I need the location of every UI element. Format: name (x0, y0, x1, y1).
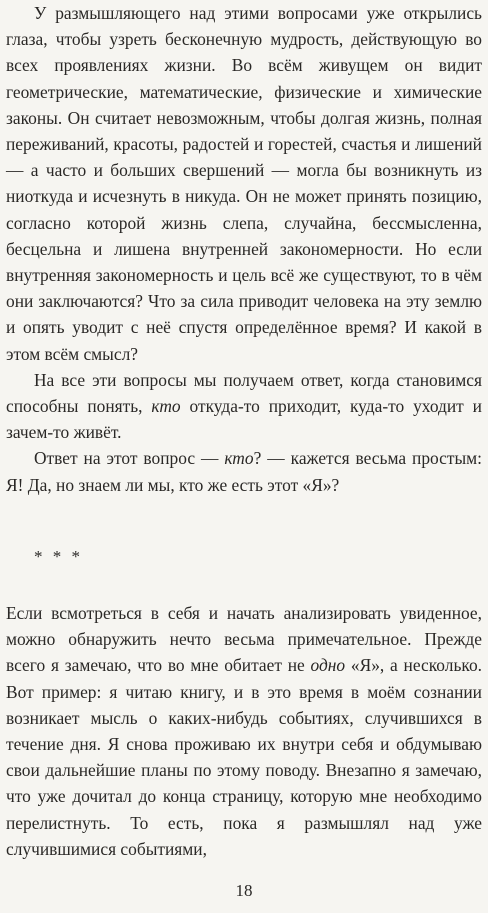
section-separator: * * * (34, 547, 83, 566)
paragraph-4-after: «Я», а несколько. Вот пример: я читаю книгу, и в это время в моём сознании возникает мысль о каких-нибудь событиях, случившихся в течение дня. Я снова проживаю их внутри себя и обдумываю свои дальнейшие планы по этому поводу. Внезапно я замечаю, что уже дочитал до конца страницу, которую мне необходимо перелистнуть. То есть, пока я размышлял над уже случившимися событиями, (6, 655, 482, 859)
text-block-bottom (6, 600, 482, 862)
paragraph-3-emphasis: кто (224, 448, 254, 469)
paragraph-2-emphasis: кто (151, 396, 181, 417)
text-block-top (6, 0, 482, 498)
paragraph-2 (6, 367, 482, 446)
paragraph-2-before: На все эти вопросы мы получаем ответ, когда становимся способны понять, (6, 369, 482, 417)
paragraph-3-before: Ответ на этот вопрос — (34, 448, 225, 469)
paragraph-3 (6, 445, 482, 497)
paragraph-2-after: откуда-то приходит, куда-то уходит и зачем-то живёт. (6, 396, 482, 443)
paragraph-4-before: Если всмотреться в себя и начать анализировать увиденное, можно обнаружить нечто весьма примечательное. Прежде всего я замечаю, что во мне обитает не (6, 603, 482, 676)
paragraph-3-after: ? — кажется весьма простым: Я! Да, но знаем ли мы, кто же есть этот «Я»? (6, 448, 482, 495)
page-number: 18 (235, 881, 253, 900)
paragraph-4 (6, 600, 482, 862)
paragraph-1: У размышляющего над этими вопросами уже открылись глаза, чтобы узреть бесконечную мудрость, действующую во всех проявлениях жизни. Во всём живущем он видит геометрические, математические, физические и химические законы. Он считает невозможным, чтобы долгая жизнь, полная переживаний, красоты, радостей и горестей, счастья и лишений — а часто и больших свершений — могла бы возникнуть из ниоткуда и исчезнуть в никуда. Он не может принять позицию, согласно которой жизнь слепа, случайна, бессмысленна, бесцельна и лишена внутренней закономерности. Но если внутренняя закономерность и цель всё же существуют, то в чём они заключаются? Что за сила приводит человека на эту землю и опять уводит с неё спустя определённое время? И какой в этом всём смысл? (6, 3, 482, 364)
paragraph-4-emphasis: одно (310, 655, 346, 676)
